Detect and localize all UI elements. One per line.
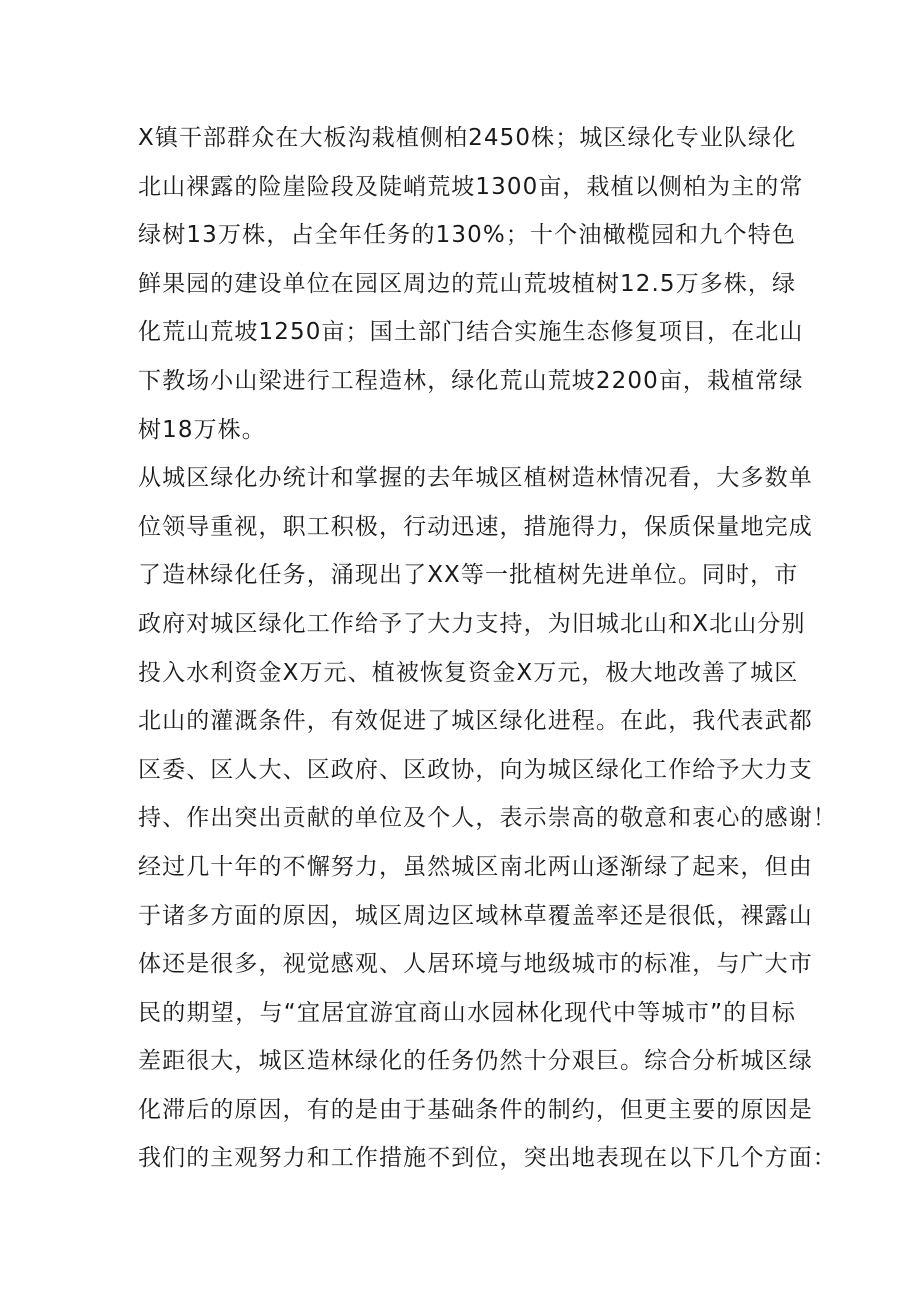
- text-line: 绿树13万株，占全年任务的130%；十个油橄榄园和九个特色: [138, 222, 796, 249]
- text-line: 经过几十年的不懈努力，虽然城区南北两山逐渐绿了起来，但由: [138, 853, 813, 880]
- text-line: 下教场小山梁进行工程造林，绿化荒山荒坡2200亩，栽植常绿: [138, 367, 804, 394]
- text-line: 体还是很多，视觉感观、人居环境与地级城市的标准，与广大市: [138, 951, 813, 978]
- text-line: 差距很大，城区造林绿化的任务仍然十分艰巨。综合分析城区绿: [138, 1048, 813, 1075]
- paragraph-2: [138, 454, 837, 843]
- paragraph-3: [138, 843, 837, 1183]
- text-line: 民的期望，与“宜居宜游宜商山水园林化现代中等城市”的目标: [138, 999, 796, 1026]
- text-line: 化荒山荒坡1250亩；国土部门结合实施生态修复项目，在北山: [138, 319, 804, 346]
- text-line: 投入水利资金X万元、植被恢复资金X万元，极大地改善了城区: [138, 659, 799, 686]
- text-line: 北山的灌溉条件，有效促进了城区绿化进程。在此，我代表武都: [138, 708, 813, 735]
- text-line: 从城区绿化办统计和掌握的去年城区植树造林情况看，大多数单: [138, 465, 813, 492]
- text-line: 区委、区人大、区政府、区政协，向为城区绿化工作给予大力支: [138, 756, 813, 783]
- document-body: [138, 114, 837, 1183]
- text-line: 政府对城区绿化工作给予了大力支持，为旧城北山和X北山分别: [138, 610, 806, 637]
- text-line: 了造林绿化任务，涌现出了XX等一批植树先进单位。同时，市: [138, 562, 799, 589]
- text-line: 鲜果园的建设单位在园区周边的荒山荒坡植树12.5万多株，绿: [138, 270, 797, 297]
- text-line: 于诸多方面的原因，城区周边区域林草覆盖率还是很低，裸露山: [138, 902, 813, 929]
- text-line: 我们的主观努力和工作措施不到位，突出地表现在以下几个方面：: [138, 1145, 837, 1172]
- paragraph-1: [138, 114, 804, 454]
- text-line: 树18万株。: [138, 416, 266, 443]
- text-line: X镇干部群众在大板沟栽植侧柏2450株；城区绿化专业队绿化: [138, 125, 797, 151]
- text-line: 化滞后的原因，有的是由于基础条件的制约，但更主要的原因是: [138, 1096, 813, 1123]
- text-line: 北山裸露的险崖险段及陡峭荒坡1300亩，栽植以侧柏为主的常: [138, 173, 804, 200]
- text-line: 位领导重视，职工积极，行动迅速，措施得力，保质保量地完成: [138, 513, 813, 540]
- text-line: 持、作出突出贡献的单位及个人，表示崇高的敬意和衷心的感谢！: [138, 805, 837, 832]
